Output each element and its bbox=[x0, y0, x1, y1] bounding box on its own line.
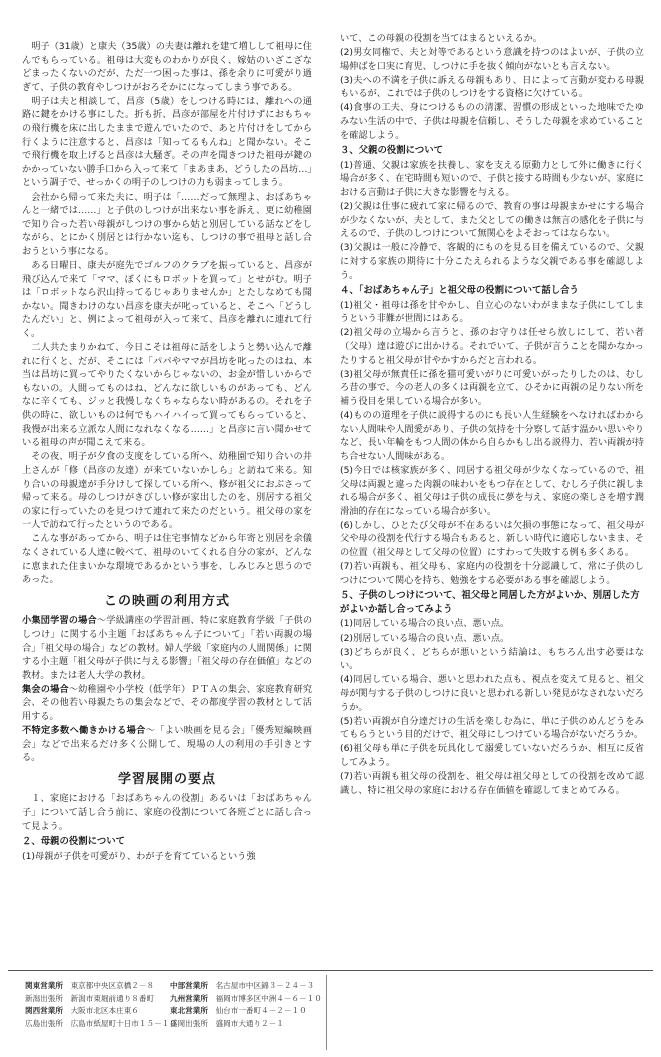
usage-item-label: 集会の場合 bbox=[22, 683, 69, 695]
story-paragraph-6: その夜、明子が夕食の支度をしている所へ、幼稚園で知り合いの井上さんが「修（昌彦の友達）が来ていないかしら」と訪ねて来る。知り合いの母親達が手分けして探している所へ、修が祖父におぶさって帰って来る。母のしつけがきびしい修が家出したのを、別居する祖父の家に行っていたのを見つけて連れて来たのだという。祖父母の家を一人で訪ねて行ったというのである。 bbox=[22, 451, 312, 531]
mother-role-item-1: (1)母親が子供を可愛がり、わが子を育てているという強 bbox=[22, 850, 256, 862]
office-entry bbox=[25, 1018, 177, 1031]
office-name: 関西営業所 bbox=[25, 1006, 63, 1015]
office-name: 関東営業所 bbox=[25, 981, 63, 990]
right-column bbox=[340, 32, 644, 798]
office-name: 新潟出張所 bbox=[25, 993, 63, 1003]
office-name: 中部営業所 bbox=[170, 981, 208, 990]
footer-divider bbox=[8, 970, 653, 971]
grandparent-role-item-3: (3)祖父母が無責任に孫を猫可愛いがりに可愛いがったりしたのは、むしろ昔の事で、今の老人の多くは両親を立て、ひそかに両親の足りない所を補う役目を果している場合が多い。 bbox=[340, 368, 644, 407]
usage-item-small-group bbox=[22, 614, 312, 682]
living-arrangement-heading: ５、子供のしつけについて、祖父母と同居した方がよいか、別居した方がよいか話し合ってみよう bbox=[340, 590, 640, 615]
office-entry bbox=[170, 993, 322, 1006]
mother-role-item-continued: いて、この母親の役割を当てはまるといえるか。 bbox=[340, 33, 542, 44]
usage-item-label: 不特定多数へ働きかける場合 bbox=[22, 725, 146, 737]
office-address: 盛岡市大通り２－１ bbox=[215, 1018, 284, 1028]
usage-heading: この映画の利用方式 bbox=[103, 593, 230, 609]
left-column bbox=[22, 40, 312, 864]
office-entry bbox=[25, 980, 170, 993]
footer-vertical-divider bbox=[326, 975, 327, 1050]
office-entry bbox=[170, 1018, 315, 1031]
office-name: 広島出張所 bbox=[25, 1018, 63, 1028]
grandparent-role-item-6: (6)しかし、ひとたび父母が不在あるいは欠損の事態になって、祖父母が父や母の役割を代行する場合もあると、新しい時代に適応しないまま、その位置（祖父母として父母の位置）にすわって失敗する例も多くある。 bbox=[340, 519, 644, 558]
grandparent-role-item-4: (4)ものの道理を子供に説得するのにも長い人生経験をへなければわからない人間味や人間愛があり、子供の気持を十分察して話す温かい思いやりなど、長い年輪をもつ人間の体から自らかもし出る説得力、若い両親が持ち合せない人間味がある。 bbox=[340, 410, 644, 462]
mother-role-heading: ２、母親の役割について bbox=[22, 836, 125, 848]
usage-item-text: ～「よい映画を見る会」「優秀短編映画会」などで出来るだけ多く公開して、現場の人の利用の手引きとする。 bbox=[22, 725, 312, 764]
story-paragraph-5: 二人共たまりかねて、今日こそは祖母に話をしようと勢い込んで離れに行くと、だが、そこには「パパやママが昌坊を叱ったのはね、本当は昌坊に買ってやりたくないからじゃないの、お金が惜しいからでもないの。人間ってものはね、どんなに欲しいものがあっても、どんなに辛くても、ジッと我慢しなくちゃならない時があるの。それを子供の時に、欲しいものは何でもハイハイって買ってもらっていると、我慢が出来る立派な人間になれなくなる……」と昌彦に言い聞かせている祖母の声が聞こえて来る。 bbox=[22, 342, 312, 449]
story-paragraph-1: 明子（31歳）と康夫（35歳）の夫妻は離れを建て増しして祖母に住んでもらっている。祖母は大変ものわかりが良く、嫁姑のいざこざなどまったくないのだが、ただ一つ困った事は、孫を余りに可愛がり過ぎて、子供の教育やしつけがおろそかにになってしまう事である。 bbox=[22, 41, 312, 93]
living-arrangement-item-6: (6)祖父母も単に子供を玩具化して溺愛していないだろうか、相互に反省してみよう。 bbox=[340, 743, 644, 768]
grandparent-role-item-5: (5)今日では核家族が多く、同居する祖父母が少なくなっているので、祖父母は両親と違った肉親の味わいをもつ存在として、むしろ子供に親しまれる場合が多く、祖父母は子供の成長に夢を与え、家庭の楽しさを増す潤滑油的存在になっている場合が多い。 bbox=[340, 464, 644, 517]
office-address: 名古屋市中区錦３－２４－３ bbox=[215, 981, 315, 990]
story-paragraph-3: 会社から帰って来た夫に、明子は「……だって無理よ、おばあちゃんと一緒では……」と子供のしつけが出来ない事を訴え、更に幼稚園で知り合った若い母親がしつけの事から姑と別居している話などをしながら、とにかく別居とは行かない迄も、しつけの事で祖母と話し合おうという事になる。 bbox=[22, 191, 312, 257]
living-arrangement-item-7: (7)若い両親も祖父母の役割を、祖父母は祖父母としての役割を改めて認識し、特に祖父母の家庭における存在価値を確認してまとめてみる。 bbox=[340, 770, 644, 796]
office-address: 東京都中央区京橋２－８ bbox=[70, 981, 155, 990]
mother-role-item-4: (4)食事の工夫、身につけるものの清潔、習慣の形成といった地味でたゆみない生活の中で、子供は母親を信頼し、そうした母親を求めていることを確認しよう。 bbox=[340, 102, 644, 141]
usage-item-label: 小集団学習の場合 bbox=[22, 615, 97, 627]
office-name: 盛岡出張所 bbox=[170, 1018, 208, 1028]
office-address: 福岡市博多区中洲４－６－１０ bbox=[215, 993, 322, 1003]
grandparent-role-item-7: (7)若い両親も、祖父母も、家庭内の役割を十分認識して、常に子供のしつけについて関心を持ち、勉強をする必要がある事を確認しよう。 bbox=[340, 561, 644, 586]
father-role-item-1: (1)普通、父親は家族を扶養し、家を支える原動力として外に働きに行く場合が多く、在宅時間も短いので、子供と接する時間も少ないが、家庭における言動は子供に大きな影響を与える。 bbox=[340, 159, 644, 199]
office-entry bbox=[170, 980, 315, 993]
office-address: 新潟市東堀前通り８番町 bbox=[70, 993, 155, 1003]
office-name: 九州営業所 bbox=[170, 993, 208, 1003]
living-arrangement-item-1: (1)同居している場合の良い点、悪い点。 bbox=[340, 618, 510, 630]
story-paragraph-2: 明子は夫と相談して、昌彦（5歳）をしつける時には、離れへの通路に鍵をかける事にした。折も折、昌彦が部屋を片付けずにおもちゃの飛行機を床に出したままで遊んでいたので、あと片付けをしてから行くように注意すると、昌彦は「知ってるもんね」と聞かない。そこで飛行機を取上げると昌彦は大騒ぎ。その声を聞きつけた祖母が鍵のかかっていない勝手口から入って来て「まあまあ、どうしたの昌坊…」という調子で、せっかくの明子のしつけの力も弱まってしまう。 bbox=[22, 95, 312, 189]
office-directory bbox=[25, 980, 322, 1030]
office-name: 東北営業所 bbox=[170, 1006, 208, 1015]
usage-item-text: ～学級講座の学習計画、特に家庭教育学級「子供のしつけ」に関する小主題「おばあちゃん子について」「若い両親の場合」「祖父母の場合」などの教材。婦人学級「家庭内の人間関係」に関する小主題「祖父母が子供に与える影響」「祖父母の存在価値」などの教材。または老人大学の教材。 bbox=[22, 615, 312, 681]
office-address: 大阪市北区本庄東６ bbox=[70, 1006, 139, 1015]
office-entry bbox=[25, 993, 170, 1006]
usage-item-meeting bbox=[22, 683, 312, 724]
story-paragraph-7: こんな事があってから、明子は住宅事情などから年寄と別居を余儀なくされている人達に較べて、祖母のいてくれる自分の家が、どんなに恵まれた住まいかな環境であるかという事を、しみじみと思うのであった。 bbox=[22, 533, 312, 586]
study-intro: １、家庭における「おばあちゃんの役割」あるいは「おばあちゃん子」について話し合う前に、家庭の役割について各班ごとに話し合って見よう。 bbox=[22, 793, 312, 832]
office-entry bbox=[25, 1005, 170, 1018]
study-heading: 学習展開の要点 bbox=[117, 771, 216, 787]
living-arrangement-item-4: (4)同居している場合、悪いと思われた点も、視点を変えて見ると、祖父母が関与する子供のしつけに良いと思われる新しい発見がなされないだろうか。 bbox=[340, 674, 644, 713]
office-entry bbox=[170, 1005, 315, 1018]
story-paragraph-4: ある日曜日、康夫が庭先でゴルフのクラブを振っていると、昌彦が飛び込んで来て「ママ、ぼくにもロボットを買って」とせがむ。明子は「ロボットなら沢山持ってるじゃありませんか」とたしなめても聞かない。聞きわけのない昌彦を康夫が叱っていると、そこへ「どうしたんだい」と、例によって祖母が入って来て、昌彦を離れに連れて行く。 bbox=[22, 260, 312, 339]
usage-item-public bbox=[22, 724, 312, 765]
office-list-east bbox=[170, 980, 322, 1030]
grandparent-role-heading: ４、「おばあちゃん子」と祖父母の役割について話し合う bbox=[340, 285, 579, 297]
office-address: 仙台市一番町４－２－１０ bbox=[215, 1006, 307, 1015]
father-role-item-2: (2)父親は仕事に疲れて家に帰るので、教育の事は母親まかせにする場合が少なくないが、夫として、また父としての働きは無言の感化を子供に与えるので、子供のしつけについて無関心をよそおってはならない。 bbox=[340, 201, 644, 240]
grandparent-role-item-1: (1)祖父・祖母は孫を甘やかし、自立心のないわがままな子供にしてしまうという非難が世間にはある。 bbox=[340, 299, 644, 325]
living-arrangement-item-5: (5)若い両親が自分達だけの生活を楽しむ為に、単に子供のめんどうをみてもらうという目的だけで、祖父母にしつけている場合がないだろうか。 bbox=[340, 715, 644, 741]
office-list-west bbox=[25, 980, 177, 1030]
grandparent-role-item-2: (2)祖父母の立場から言うと、孫のお守りは任せら放しにして、若い者（父母）達は遊びに出かける。それでいて、子供が言うことを聞かなかったりすると祖父母が甘やかすからだと言われる。 bbox=[340, 327, 644, 366]
mother-role-item-2: (2)男女同権で、夫と対等であるという意識を持つのはよいが、子供の立場伸ばを口実に育児、しつけに手を抜く傾向がないとも言えない。 bbox=[340, 47, 644, 72]
usage-item-text: ～幼稚園や小学校（低学年）ＰＴＡの集会、家庭教育研究会、その他若い母親たちの集会などで、その都度学習の教材として活用する。 bbox=[22, 683, 312, 722]
living-arrangement-item-3: (3)どちらが良く、どちらが悪いという結論は、もちろん出す必要はない。 bbox=[340, 646, 644, 672]
mother-role-item-3: (3)夫への不満を子供に訴える母親もあり、日によって言動が変わる母親もいるが、これでは子供のしつけをする資格に欠けている。 bbox=[340, 74, 644, 100]
office-address: 広島市紙屋町十日市１５－１０ bbox=[70, 1018, 177, 1028]
father-role-item-3: (3)父親は一般に冷静で、客観的にものを見る目を備えているので、父親に対する家族の期待に十分こたえられるような父親である事を確認しよう。 bbox=[340, 242, 644, 281]
father-role-heading: ３、父親の役割について bbox=[340, 145, 443, 157]
living-arrangement-item-2: (2)別居している場合の良い点、悪い点。 bbox=[340, 632, 510, 644]
